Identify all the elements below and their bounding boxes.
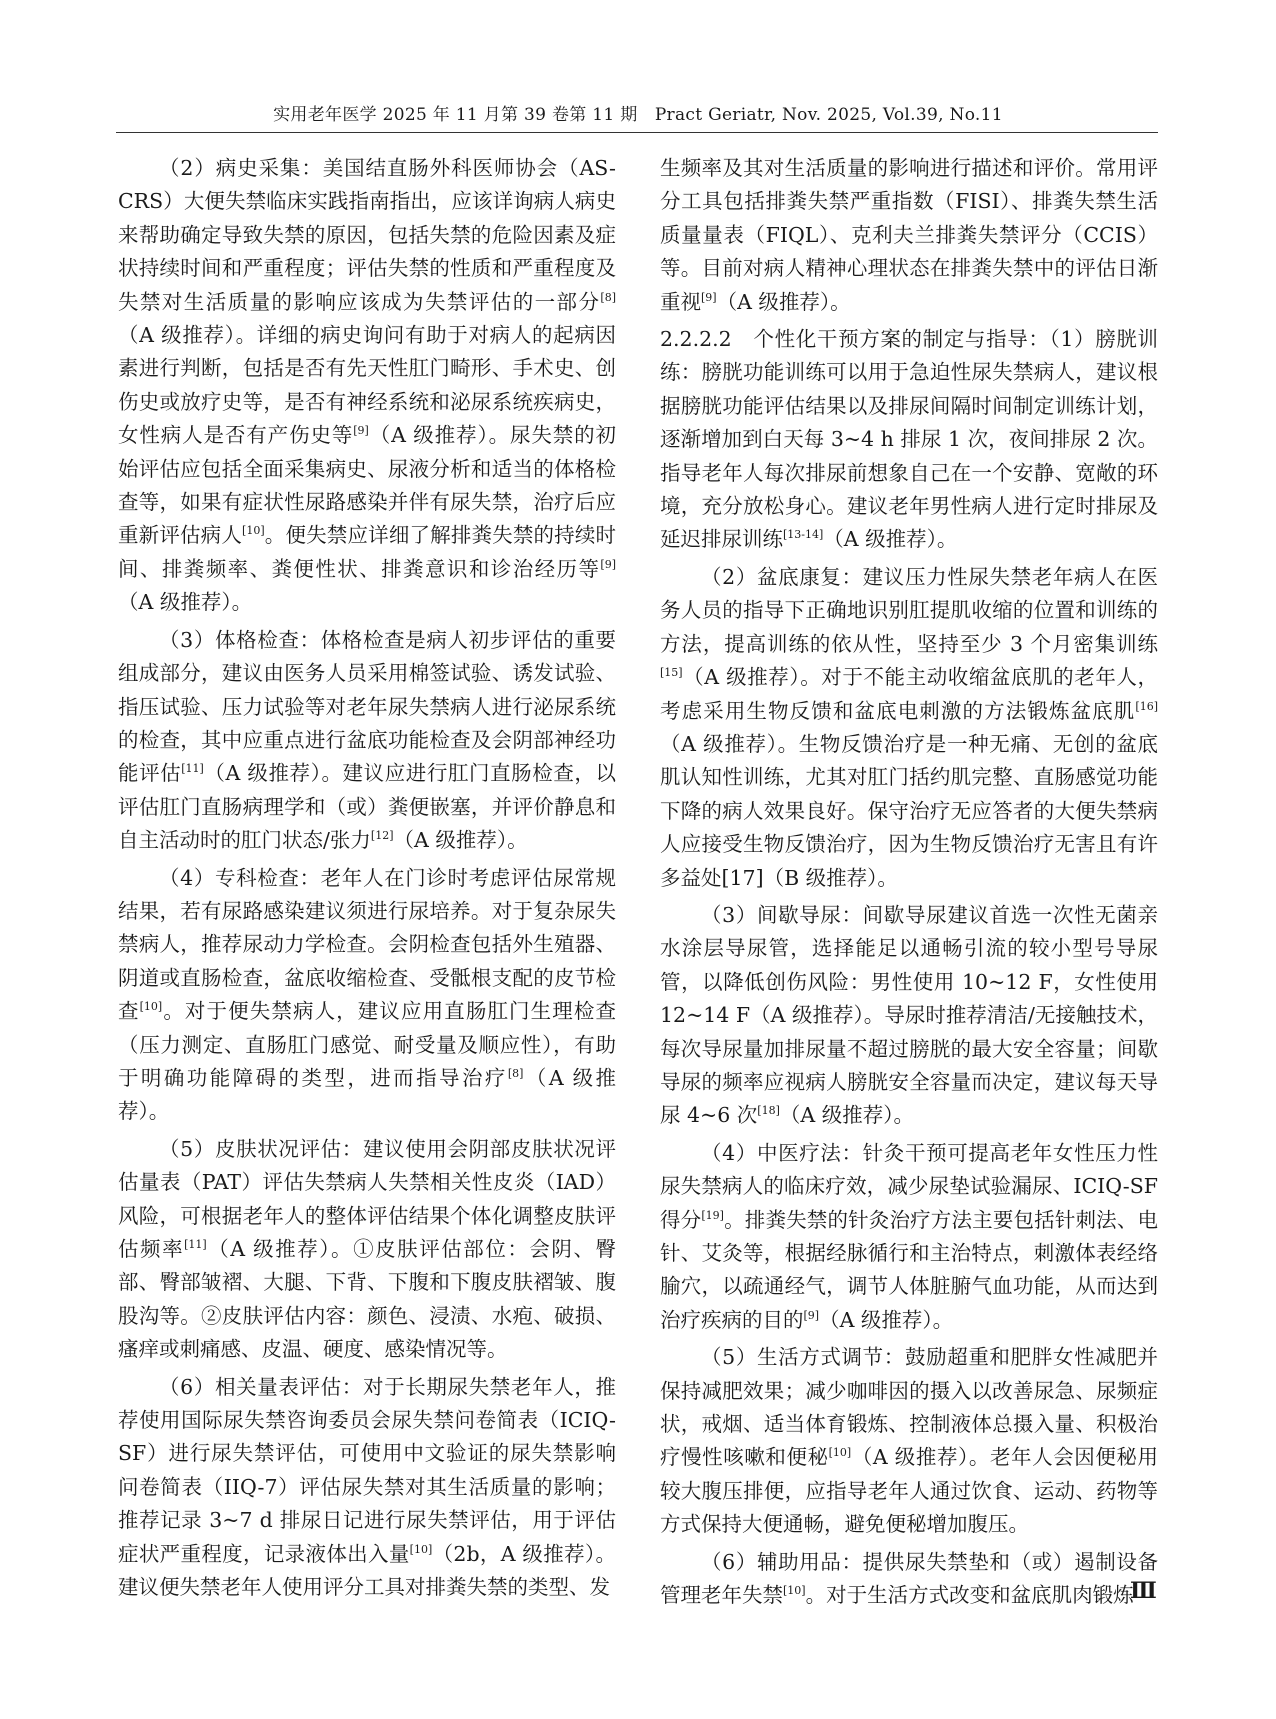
running-header: 实用老年医学 2025 年 11 月第 39 卷第 11 期 Pract Geriatr, Nov. 2025, Vol.39, No.11 [273,105,1003,125]
paragraph-bladder-training: 2.2.2.2 个性化干预方案的制定与指导：（1）膀胱训练：膀胱功能训练可以用于急迫性尿失禁病人，建议根据膀胱功能评估结果以及排尿间隔时间制定训练计划，逐渐增加到白天每 3~4 h 排尿 1 次，夜间排尿 2 次。指导老年人每次排尿前想象自己在一个安静、宽敞的环境，充分放松身心。建议老年男性病人进行定时排尿及延迟排尿训练[13-14]（A 级推荐）。 [660,327,1158,552]
paragraph-continued: 生频率及其对生活质量的影响进行描述和评价。常用评分工具包括排粪失禁严重指数（FISI）、排粪失禁生活质量量表（FIQL）、克利夫兰排粪失禁评分（CCIS）等。目前对病人精神心理状态在排粪失禁中的评估日渐重视[9]（A 级推荐）。 [660,156,1158,314]
paragraph-tcm: （4）中医疗法：针灸干预可提高老年女性压力性尿失禁病人的临床疗效，减少尿垫试验漏尿、ICIQ-SF 得分[19]。排粪失禁的针灸治疗方法主要包括针刺法、电针、艾灸等，根据经脉循行和主治特点，刺激体表经络腧穴，以疏通经气，调节人体脏腑气血功能，从而达到治疗疾病的目的[9]（A 级推荐）。 [660,1140,1159,1332]
paragraph-pelvic-floor: （2）盆底康复：建议压力性尿失禁老年病人在医务人员的指导下正确地识别肛提肌收缩的位置和训练的方法，提高训练的依从性，坚持至少 3 个月密集训练[15]（A 级推荐）。对于不能主动收缩盆底肌的老年人，考虑采用生物反馈和盆底电刺激的方法锻炼盆底肌[16]（A 级推荐）。生物反馈治疗是一种无痛、无创的盆底肌认知性训练，尤其对肛门括约肌完整、直肠感觉功能下降的病人效果良好。保守治疗无应答者的大便失禁病人应接受生物反馈治疗，因为生物反馈治疗无害且有许多益处[17]（B 级推荐）。 [660,564,1158,890]
paragraph-catheterization: （3）间歇导尿：间歇导尿建议首选一次性无菌亲水涂层导尿管，选择能足以通畅引流的较小型号导尿管，以降低创伤风险：男性使用 10~12 F，女性使用 12~14 F（A 级推荐）。导尿时推荐清洁/无接触技术，每次导尿量加排尿量不超过膀胱的最大安全容量；间歇导尿的频率应视病人膀胱安全容量而决定，建议每天导尿 4~6 次[18]（A 级推荐）。 [660,902,1158,1128]
paragraph-specialist-exam: （4）专科检查：老年人在门诊时考虑评估尿常规结果，若有尿路感染建议须进行尿培养。对于复杂尿失禁病人，推荐尿动力学检查。会阴检查包括外生殖器、阴道或直肠检查，盆底收缩检查、受骶根支配的皮节检查[10]。对于便失禁病人，建议应用直肠肛门生理检查（压力测定、直肠肛门感觉、耐受量及顺应性），有助于明确功能障碍的类型，进而指导治疗[8]（A 级推荐）。 [118,865,617,1124]
right-column [660,152,1158,1616]
paragraph-aids: （6）辅助用品：提供尿失禁垫和（或）遏制设备管理老年失禁[10]。对于生活方式改变和盆底肌肉锻炼 [660,1549,1158,1608]
paragraph-history: （2）病史采集：美国结直肠外科医师协会（AS-CRS）大便失禁临床实践指南指出，应该详询病人病史来帮助确定导致失禁的原因，包括失禁的危险因素及症状持续时间和严重程度；评估失禁的性质和严重程度及失禁对生活质量的影响应该成为失禁评估的一部分[8]（A 级推荐）。详细的病史询问有助于对病人的起病因素进行判断，包括是否有先天性肛门畸形、手术史、创伤史或放疗史等，是否有神经系统和泌尿系统疾病史，女性病人是否有产伤史等[9]（A 级推荐）。尿失禁的初始评估应包括全面采集病史、尿液分析和适当的体格检查等，如果有症状性尿路感染并伴有尿失禁，治疗后应重新评估病人[10]。便失禁应详细了解排粪失禁的持续时间、排粪频率、粪便性状、排粪意识和诊治经历等[9]（A 级推荐）。 [118,156,617,615]
page-number: Ⅲ [1130,1578,1157,1604]
header-divider [116,132,1158,133]
paragraph-lifestyle: （5）生活方式调节：鼓励超重和肥胖女性减肥并保持减肥效果；减少咖啡因的摄入以改善尿急、尿频症状，戒烟、适当体育锻炼、控制液体总摄入量、积极治疗慢性咳嗽和便秘[10]（A 级推荐）。老年人会因便秘用较大腹压排便，应指导老年人通过饮食、运动、药物等方式保持大便通畅，避免便秘增加腹压。 [660,1345,1158,1537]
paragraph-scale-assessment: （6）相关量表评估：对于长期尿失禁老年人，推荐使用国际尿失禁咨询委员会尿失禁问卷简表（ICIQ-SF）进行尿失禁评估，可使用中文验证的尿失禁影响问卷简表（IIQ-7）评估尿失禁对其生活质量的影响；推荐记录 3~7 d 排尿日记进行尿失禁评估，用于评估症状严重程度，记录液体出入量[10]（2b，A 级推荐）。建议便失禁老年人使用评分工具对排粪失禁的类型、发 [118,1374,616,1600]
paragraph-skin-assessment: （5）皮肤状况评估：建议使用会阴部皮肤状况评估量表（PAT）评估失禁病人失禁相关性皮炎（IAD）风险，可根据老年人的整体评估结果个体化调整皮肤评估频率[11]（A 级推荐）。①皮肤评估部位：会阴、臀部、臀部皱褶、大腿、下背、下腹和下腹皮肤褶皱、腹股沟等。②皮肤评估内容：颜色、浸渍、水疱、破损、瘙痒或刺痛感、皮温、硬度、感染情况等。 [118,1136,617,1362]
left-column [118,152,616,1608]
paragraph-physical-exam: （3）体格检查：体格检查是病人初步评估的重要组成部分，建议由医务人员采用棉签试验、诱发试验、指压试验、压力试验等对老年尿失禁病人进行泌尿系统的检查，其中应重点进行盆底功能检查及会阴部神经功能评估[11]（A 级推荐）。建议应进行肛门直肠检查，以评估肛门直肠病理学和（或）粪便嵌塞，并评价静息和自主活动时的肛门状态/张力[12]（A 级推荐）。 [118,627,617,853]
